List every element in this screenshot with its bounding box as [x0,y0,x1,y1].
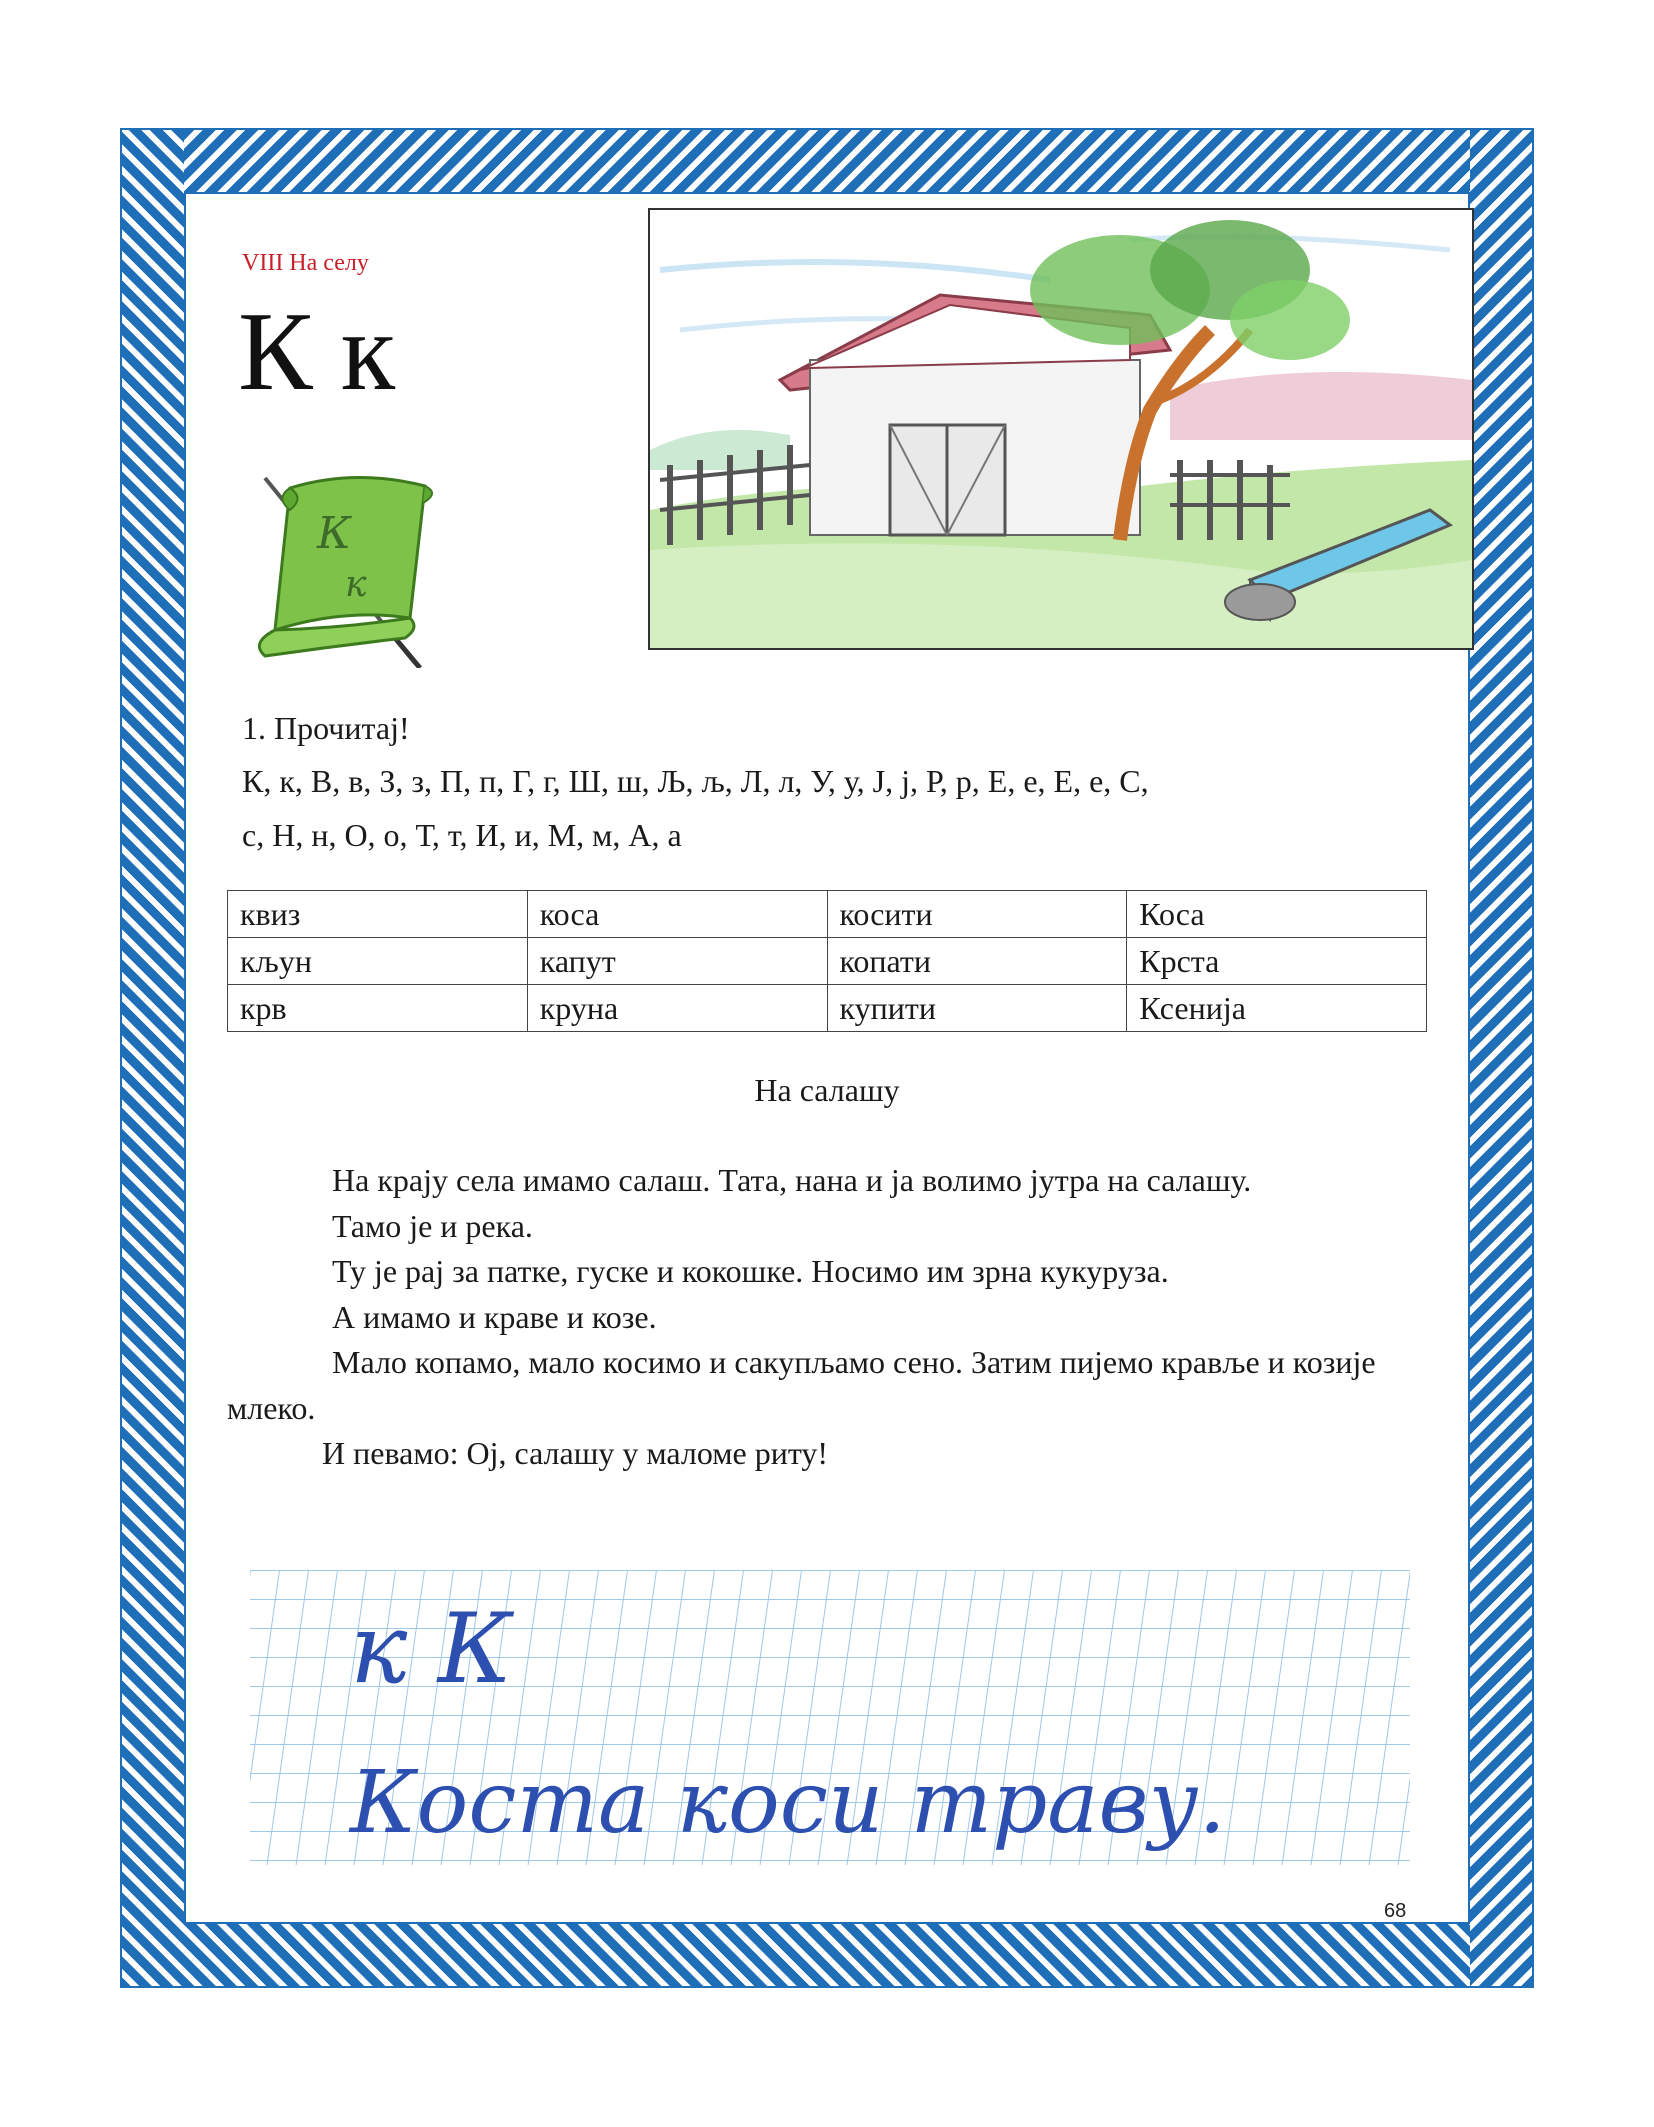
table-cell: кљун [228,938,528,985]
story-paragraph: Ту је рај за патке, гуске и кокошке. Носимо им зрна кукуруза. [332,1253,1169,1289]
farm-drawing [650,210,1472,648]
farm-illustration [648,208,1474,650]
story-paragraph: На крају села имамо салаш. Тата, нана и ја волимо јутра на салашу. [332,1162,1252,1198]
word-table [227,890,1427,1032]
table-cell: Коса [1127,891,1427,938]
table-cell: капут [527,938,827,985]
story-paragraph: И певамо: Ој, салашу у маломе риту! [322,1435,829,1471]
table-row [228,891,1427,938]
lesson-letter: К к [238,290,396,414]
table-cell: копати [827,938,1127,985]
scroll-icon [245,468,445,668]
handwriting-line-1: к К [350,1593,513,1705]
table-cell: круна [527,985,827,1032]
letters-list [242,754,1442,862]
story-paragraph: Тамо је и река. [332,1207,533,1244]
table-cell: купити [827,985,1127,1032]
story-paragraph: Мало копамо, мало косимо и сакупљамо сено. Затим пијемо крављe и козије млеко. [227,1344,1376,1426]
story-text [227,1158,1397,1477]
handwriting-practice [250,1570,1410,1865]
story-paragraph: А имамо и краве и козе. [332,1298,657,1335]
table-row [228,985,1427,1032]
table-cell: Крста [1127,938,1427,985]
chapter-heading: VIII На селу [242,250,369,276]
letters-line-2: с, Н, н, О, о, Т, т, И, и, М, м, А, а [242,817,682,853]
scroll-letter-lower: к [345,564,367,605]
table-cell: крв [228,985,528,1032]
task-label: 1. Прочитај! [242,710,410,746]
table-row [228,938,1427,985]
handwriting-line-2: Коста коси траву. [350,1753,1226,1853]
table-cell: квиз [228,891,528,938]
table-cell: коса [527,891,827,938]
page-number: 68 [1384,1900,1407,1922]
table-cell: косити [827,891,1127,938]
scroll-letter-upper: К [317,508,352,559]
letters-line-1: К, к, В, в, З, з, П, п, Г, г, Ш, ш, Љ, љ, Л, л, У, у, Ј, ј, Р, р, Е, е, Е, е, С, [242,763,1149,799]
story-title: На салашу [754,1072,900,1108]
table-cell: Ксенија [1127,985,1427,1032]
